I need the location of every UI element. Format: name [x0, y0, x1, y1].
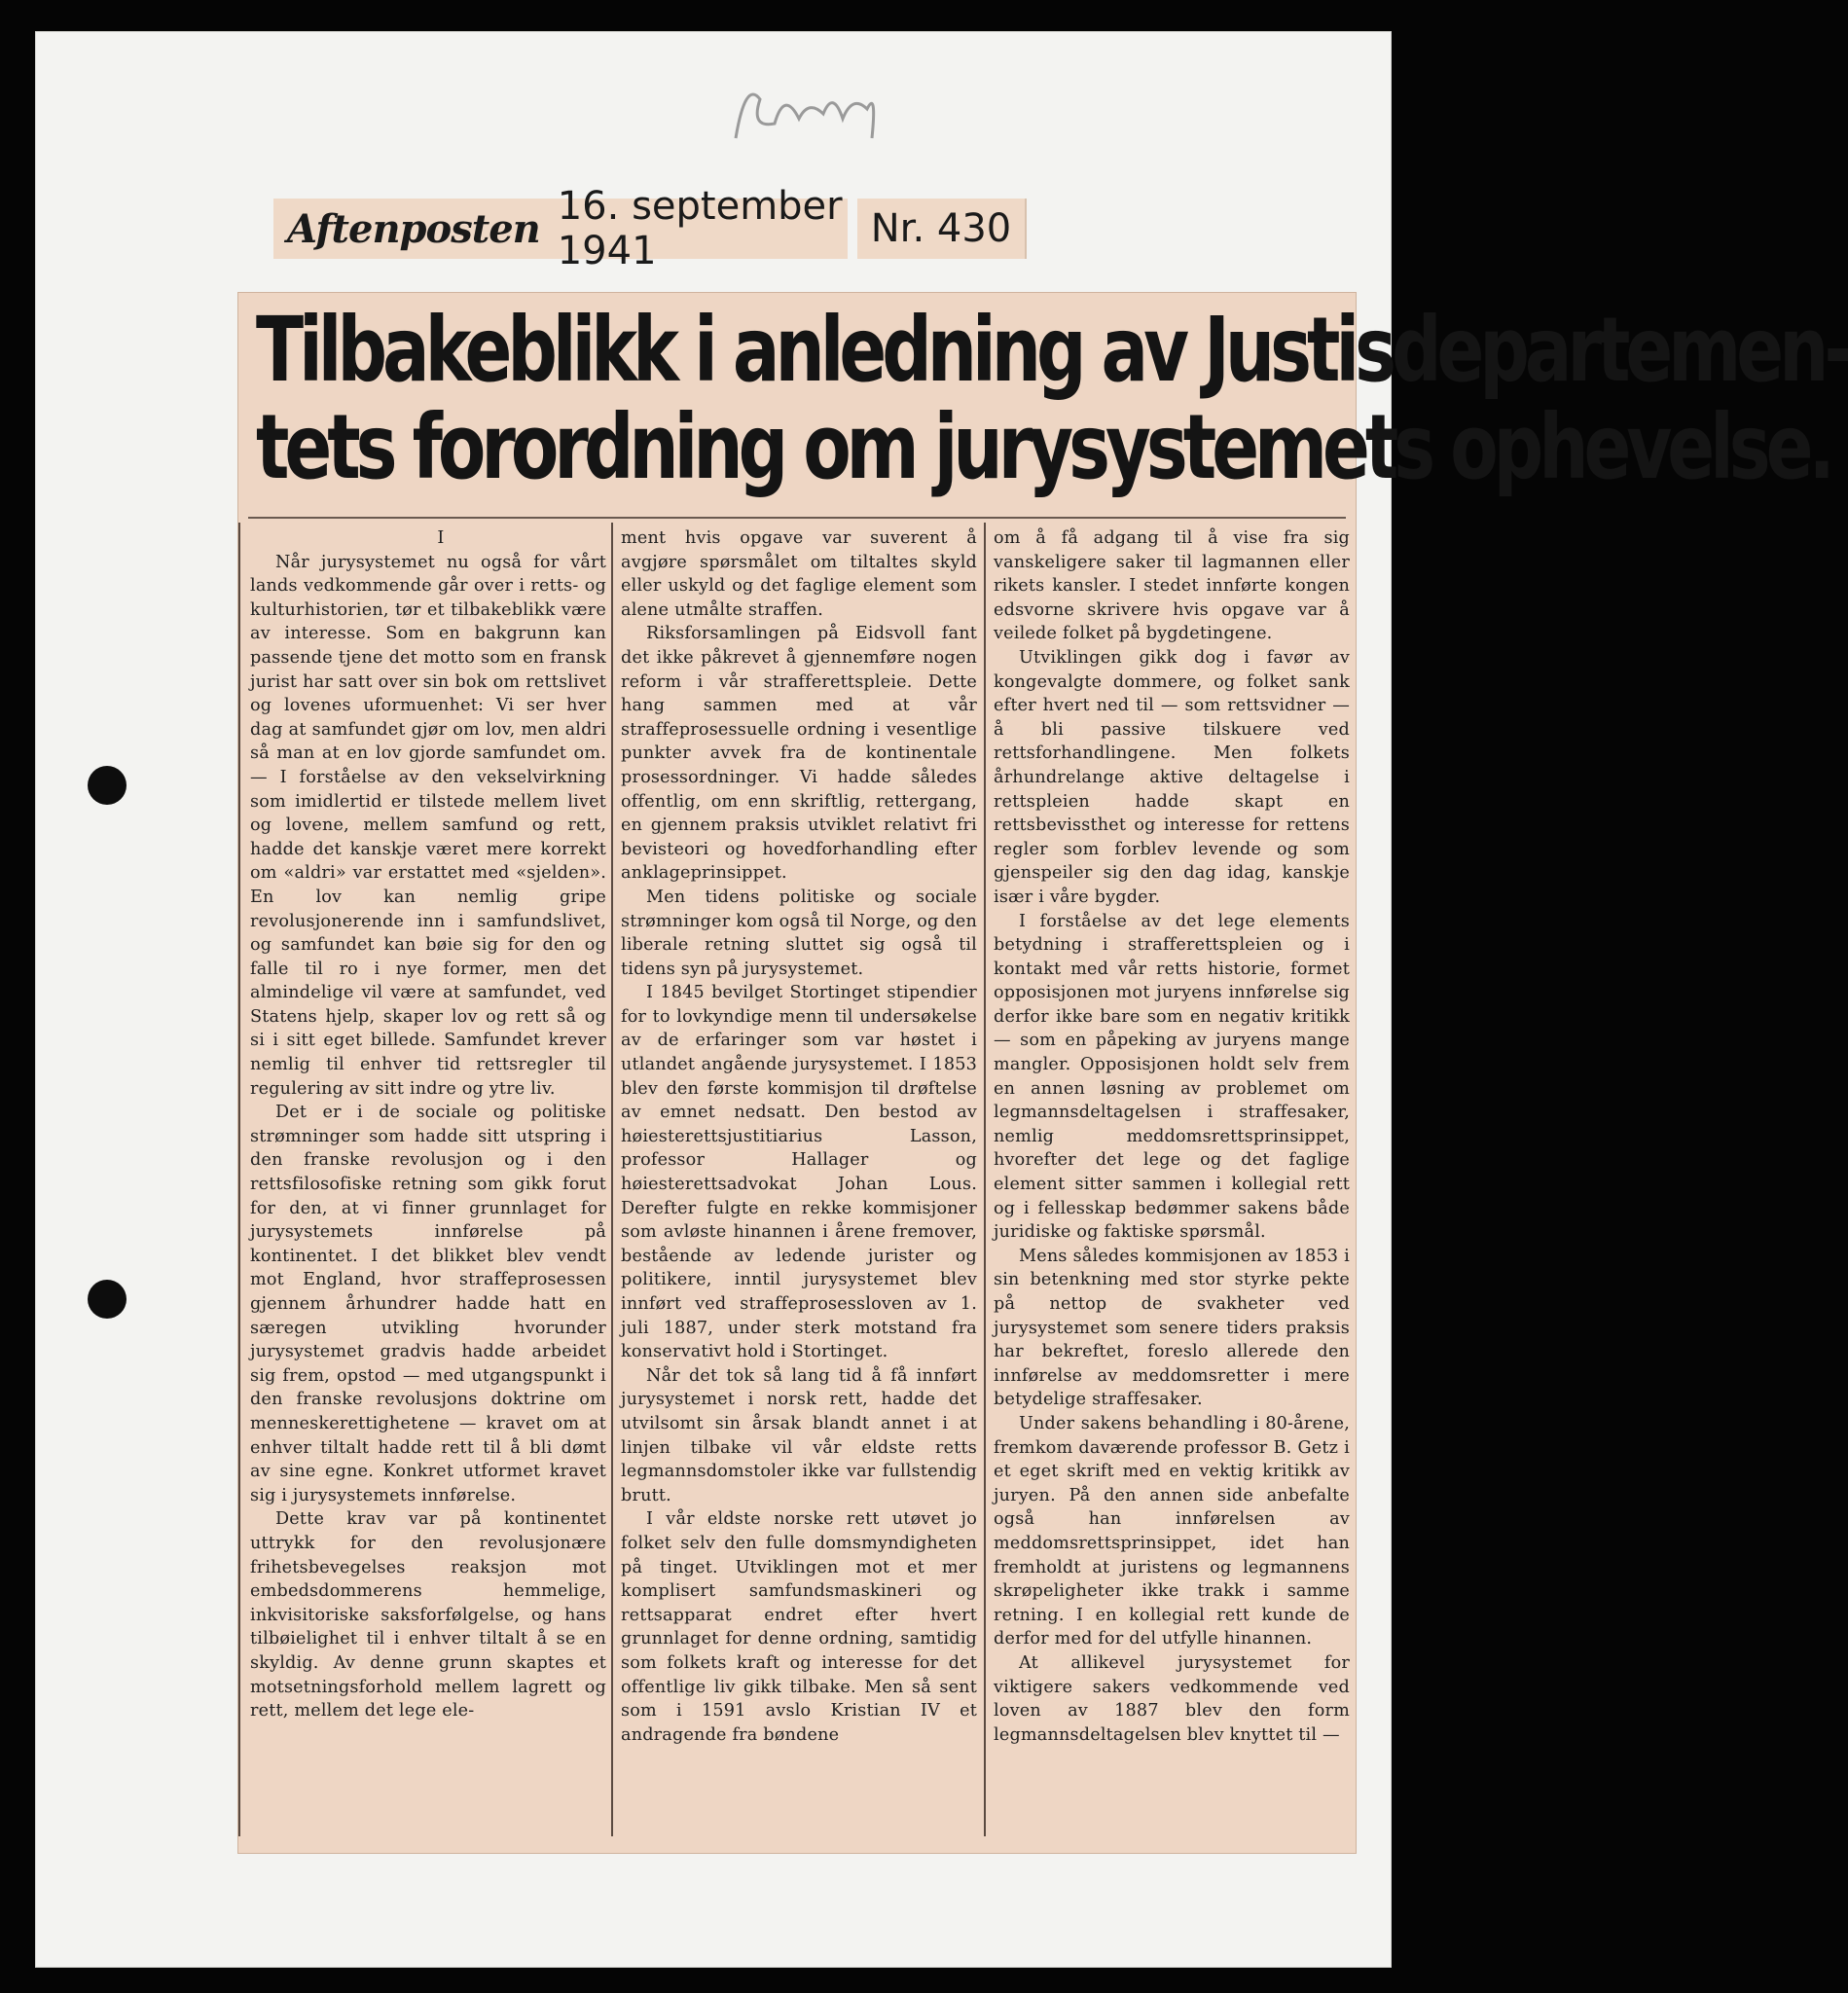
paragraph: Når det tok så lang tid å få innført jurysystemet i norsk rett, hadde det utvilsomt sin årsak blandt annet i at linjen tilbake vil vår eldste retts legmannsdomstoler ikke var fullstendig brutt.: [621, 1365, 977, 1505]
paragraph: Mens således kommisjonen av 1853 i sin betenkning med stor styrke pekte på nettop de svakheter ved jurysystemet som senere tiders praksis har bekreftet, foreslo allerede den innførelse av meddomsretter i mere betydelige straffesaker.: [994, 1246, 1350, 1410]
paragraph: Under sakens behandling i 80-årene, fremkom daværende professor B. Getz i et eget skrift med en vektig kritikk av juryen. På den annen side anbefalte også han innførelsen av meddomsrettsprinsippet, idet han fremholdt at juristens og legmannens skrøpeligheter ikke trakk i samme retning. I en kollegial rett kunde de derfor med for del utfylle hinannen.: [994, 1413, 1350, 1649]
issue-number: Nr. 430: [857, 199, 1027, 259]
paragraph: Når jurysystemet nu også for vårt lands vedkommende går over i retts- og kulturhistorien, tør et tilbakeblikk være av interesse. Som en bakgrunn kan passende tjene det motto som en fransk jurist har satt over sin bok om rettslivet og lovenes uformuenhet: Vi ser hver dag at samfundet gjør om lov, men aldri så man at en lov gjorde samfundet om. — I forståelse av den vekselvirkning som imidlertid er tilstede mellem livet og lovene, mellem samfund og rett, hadde det kanskje været mere korrekt om «aldri» var erstattet med «sjelden». En lov kan nemlig gripe revolusjonerende inn i samfundslivet, og samfundet kan bøie sig for den og falle til ro i nye former, men det almindelige vil være at samfundet, ved Statens hjelp, skaper lov og rett så og si i sitt eget billede. Samfundet krever nemlig til enhver tid rettsregler til regulering av sitt indre og ytre liv.: [250, 552, 606, 1099]
pencil-annotation: [716, 70, 891, 158]
headline-rule: [248, 517, 1346, 519]
paragraph: At allikevel jurysystemet for viktigere sakers vedkommende ved loven av 1887 blev den form legmannsdeltagelsen blev knyttet til —: [994, 1652, 1350, 1745]
paragraph: Men tidens politiske og sociale strømninger kom også til Norge, og den liberale retning sluttet sig også til tidens syn på jurysystemet.: [621, 887, 977, 979]
article-headline: [256, 297, 1848, 515]
paragraph: ment hvis opgave var suverent å avgjøre spørsmålet om tiltaltes skyld eller uskyld og det faglige element som alene utmålte straffen.: [621, 528, 977, 620]
headline-line-1: Tilbakeblikk i anledning av Justisdepartemen-: [256, 297, 1848, 402]
article-column-1: [250, 526, 606, 1723]
archive-sheet: [35, 31, 1848, 1968]
punch-hole: [88, 766, 127, 805]
newspaper-masthead: [273, 184, 848, 273]
newspaper-clipping: [237, 292, 1848, 1854]
publication-date: 16. september 1941: [557, 184, 843, 273]
paragraph: Dette krav var på kontinentet uttrykk for den revolusjonære frihetsbevegelses reaksjon mot embedsdommerens hemmelige, inkvisitoriske saksforfølgelse, og hans tilbøielighet til i enhver tiltalt å se en skyldig. Av denne grunn skaptes et motsetningsforhold mellem lagrett og rett, mellem det lege ele-: [250, 1509, 606, 1721]
paragraph: Utviklingen gikk dog i favør av kongevalgte dommere, og folket sank efter hvert ned til — som rettsvidner — å bli passive tilskuere ved rettsforhandlingene. Men folkets århundrelange aktive deltagelse i rettspleien hadde skapt en rettsbevissthet og interesse for rettens regler som forblev levende og som gjenspeiler sig den dag idag, kanskje især i våre bygder.: [994, 647, 1350, 907]
paragraph: Det er i de sociale og politiske strømninger som hadde sitt utspring i den franske revolusjon og i den rettsfilosofiske retning som gikk forut for den, at vi finner grunnlaget for jurysystemets innførelse på kontinentet. I det blikket blev vendt mot England, hvor straffeprosessen gjennem århundrer hadde hatt en særegen utvikling hvorunder jurysystemet gradvis hadde arbeidet sig frem, opstod — med utgangspunkt i den franske revolusjons doktrine om menneskerettighetene — kravet om at enhver tiltalt hadde rett til å bli dømt av sine egne. Konkret utformet kravet sig i jurysystemets innførelse.: [250, 1103, 606, 1505]
column-rule: [611, 523, 613, 1836]
section-number: I: [437, 528, 445, 548]
paragraph: I 1845 bevilget Stortinget stipendier for to lovkyndige menn til undersøkelse av de erfaringer som var høstet i utlandet angående jurysystemet. I 1853 blev den første kommisjon til drøftelse av emnet nedsatt. Den bestod av høiesterettsjustitiarius Lasson, professor Hallager og høiesterettsadvokat Johan Lous. Derefter fulgte en rekke kommisjoner som avløste hinannen i årene fremover, bestående av ledende jurister og politikere, inntil jurysystemet blev innført ved straffeprosessloven av 1. juli 1887, under sterk motstand fra konservativt hold i Stortinget.: [621, 983, 977, 1362]
paragraph: Riksforsamlingen på Eidsvoll fant det ikke påkrevet å gjennemføre nogen reform i vår strafferettspleie. Dette hang sammen med at vår straffeprosessuelle ordning i vesentlige punkter avvek fra de kontinentale prosessordninger. Vi hadde således offentlig, om enn skriftlig, rettergang, en gjennem praksis utviklet relativt fri bevisteori og hovedforhandling efter anklageprinsippet.: [621, 624, 977, 884]
article-column-2: [621, 526, 977, 1747]
newspaper-name: Aftenposten: [287, 205, 540, 252]
headline-line-2: tets forordning om jurysystemets ophevelse.: [256, 394, 1830, 499]
article-column-3: [994, 526, 1350, 1747]
paragraph: I forståelse av det lege elements betydning i strafferettspleien og i kontakt med vår retts historie, formet opposisjonen mot juryens innførelse sig derfor ikke bare som en negativ kritikk — som en påpeking av juryens mange mangler. Opposisjonen holdt selv frem en annen løsning av problemet om legmannsdeltagelsen i straffesaker, nemlig meddomsrettsprinsippet, hvorefter det lege og det faglige element sitter sammen i kollegial rett og i fellesskap bedømmer sakens både juridiske og faktiske spørsmål.: [994, 911, 1350, 1243]
paragraph: I vår eldste norske rett utøvet jo folket selv den fulle domsmyndigheten på tinget. Utviklingen mot et mer komplisert samfundsmaskineri og rettsapparat endret efter hvert grunnlaget for denne ordning, samtidig som folkets kraft og interesse for det offentlige liv gikk tilbake. Men så sent som i 1591 avslo Kristian IV et andragende fra bøndene: [621, 1509, 977, 1745]
column-rule: [238, 523, 240, 1836]
punch-hole: [88, 1280, 127, 1319]
column-rule: [984, 523, 986, 1836]
paragraph: om å få adgang til å vise fra sig vanskeligere saker til lagmannen eller rikets kansler. I stedet innførte kongen edsvorne skrivere hvis opgave var å veilede folket på bygdetingene.: [994, 528, 1350, 644]
